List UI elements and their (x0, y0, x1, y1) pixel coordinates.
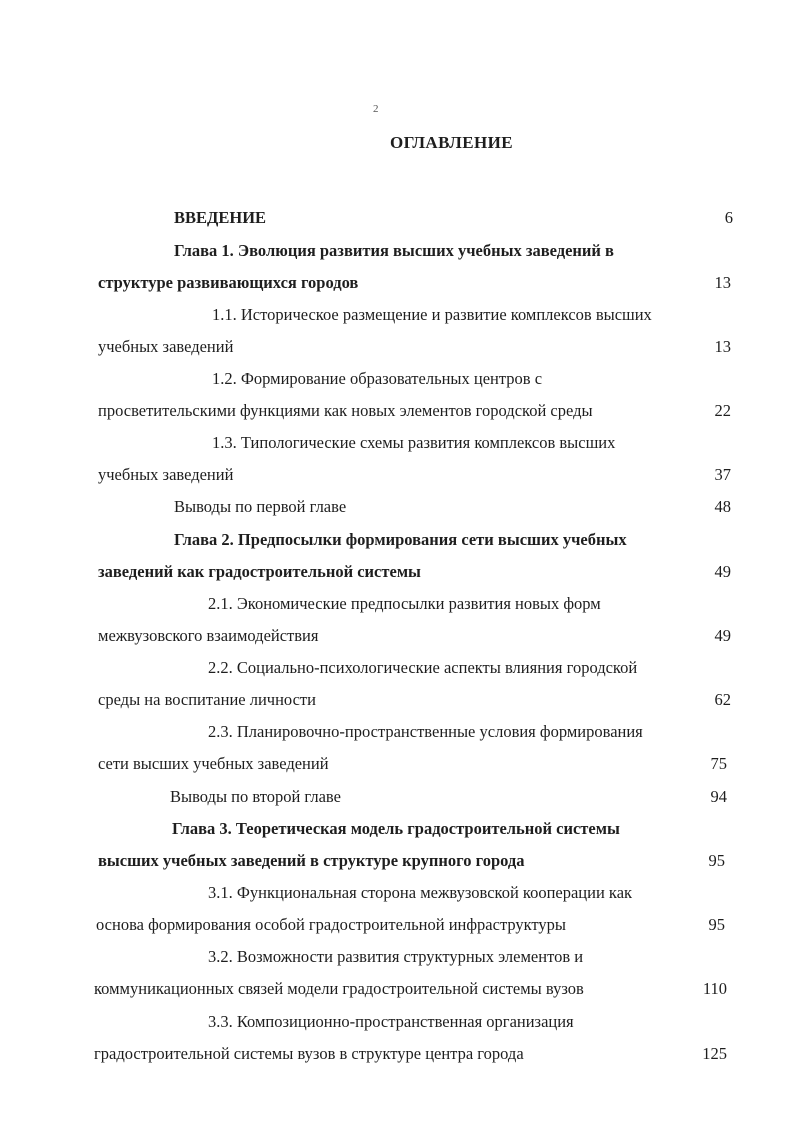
toc-s3-2-line2: коммуникационных связей модели градостроительной системы вузов (94, 979, 584, 998)
toc-s1-1-page: 13 (714, 337, 731, 356)
toc-s1-1-line1: 1.1. Историческое размещение и развитие комплексов высших (212, 305, 652, 324)
toc-ch2-conclusion-label: Выводы по второй главе (170, 787, 341, 806)
toc-s3-1-page: 95 (708, 915, 725, 934)
toc-intro-page: 6 (724, 208, 733, 227)
toc-s1-2-line2: просветительскими функциями как новых элементов городской среды (98, 401, 593, 420)
toc-s2-2-line2: среды на воспитание личности (98, 690, 316, 709)
toc-s3-2-line1: 3.2. Возможности развития структурных элементов и (208, 947, 584, 966)
page-title: ОГЛАВЛЕНИЕ (390, 133, 513, 152)
toc-s2-2-page: 62 (714, 690, 731, 709)
toc-ch1-conclusion-label: Выводы по первой главе (174, 497, 347, 516)
toc-s2-3-line2: сети высших учебных заведений (98, 754, 329, 773)
toc-s3-3-line2: градостроительной системы вузов в структуре центра города (94, 1044, 524, 1063)
toc-s2-1-page: 49 (714, 626, 731, 645)
toc-ch1-title-line1: Глава 1. Эволюция развития высших учебных заведений в (174, 241, 614, 260)
toc-s2-3-line1: 2.3. Планировочно-пространственные условия формирования (208, 722, 643, 741)
toc-s3-2-page: 110 (702, 979, 727, 998)
toc-s2-2-line1: 2.2. Социально-психологические аспекты влияния городской (208, 658, 638, 677)
toc-s2-1-line1: 2.1. Экономические предпосылки развития новых форм (208, 594, 601, 613)
toc-ch1-title-line2: структуре развивающихся городов (98, 273, 359, 292)
toc-s3-3-line1: 3.3. Композиционно-пространственная организация (208, 1012, 574, 1031)
toc-s2-1-line2: межвузовского взаимодействия (98, 626, 319, 645)
toc-s1-3-line2: учебных заведений (98, 465, 234, 484)
toc-ch1-conclusion-page: 48 (714, 497, 731, 516)
toc-s3-3-page: 125 (702, 1044, 727, 1063)
toc-ch3-title-line2: высших учебных заведений в структуре крупного города (98, 851, 525, 870)
toc-ch1-page: 13 (714, 273, 731, 292)
page-number: 2 (373, 103, 379, 115)
toc-s1-2-line1: 1.2. Формирование образовательных центров с (212, 369, 543, 388)
toc-intro-label: ВВЕДЕНИЕ (174, 208, 267, 227)
toc-ch3-page: 95 (708, 851, 725, 870)
toc-s1-3-line1: 1.3. Типологические схемы развития комплексов высших (212, 433, 616, 452)
toc-ch2-title-line2: заведений как градостроительной системы (98, 562, 421, 581)
toc-ch2-title-line1: Глава 2. Предпосылки формирования сети высших учебных (174, 530, 627, 549)
toc-s1-3-page: 37 (714, 465, 731, 484)
toc-s3-1-line1: 3.1. Функциональная сторона межвузовской кооперации как (208, 883, 633, 902)
toc-s1-1-line2: учебных заведений (98, 337, 234, 356)
toc-s1-2-page: 22 (714, 401, 731, 420)
toc-s3-1-line2: основа формирования особой градостроительной инфраструктуры (96, 915, 567, 934)
toc-ch2-conclusion-page: 94 (710, 787, 727, 806)
toc-ch2-page: 49 (714, 562, 731, 581)
toc-ch3-title-line1: Глава 3. Теоретическая модель градостроительной системы (172, 819, 620, 838)
toc-s2-3-page: 75 (710, 754, 727, 773)
